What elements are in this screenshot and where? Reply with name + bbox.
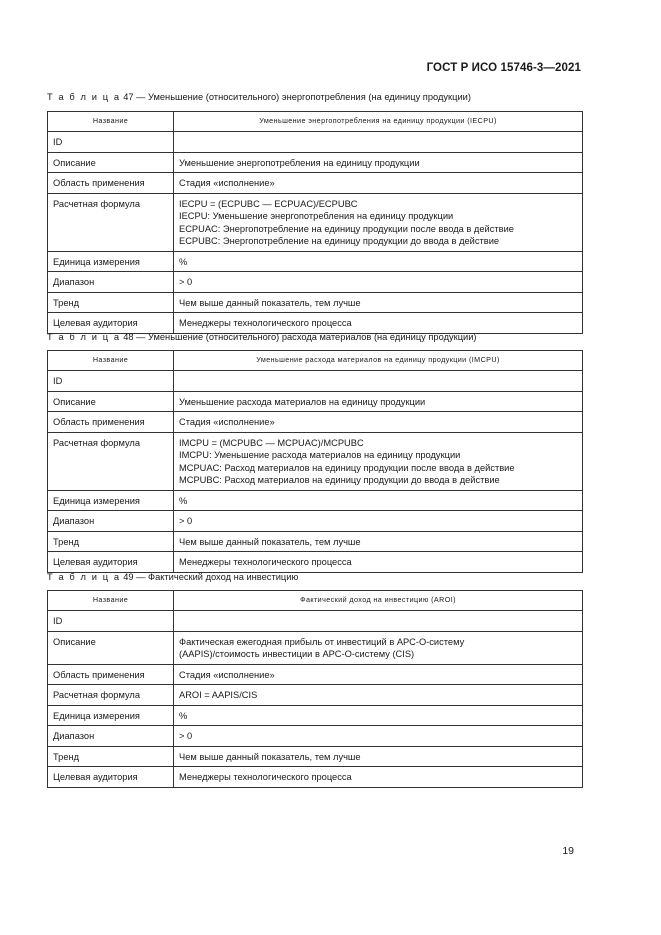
column-header-metric: Фактический доход на инвестицию (AROI) [174,591,583,611]
table-row [48,552,583,573]
table-48-block [47,331,583,573]
row-value [174,611,583,632]
row-label: Область применения [48,173,174,194]
row-label: ID [48,371,174,392]
row-label: Тренд [48,292,174,313]
row-label: Единица измерения [48,490,174,511]
row-label: Тренд [48,531,174,552]
formula-line: IECPU = (ECPUBC — ECPUAC)/ECPUBC [179,198,358,209]
row-label: ID [48,132,174,153]
table-label: Т а б л и ц а [47,92,121,102]
column-header-name: Название [48,112,174,132]
document-standard-header: ГОСТ Р ИСО 15746-3—2021 [426,62,581,74]
row-label: Расчетная формула [48,193,174,251]
formula-line: ECPUBC: Энергопотребление на единицу продукции до ввода в действие [179,236,500,246]
metric-table [47,350,583,573]
row-label: Целевая аудитория [48,313,174,334]
row-label: Целевая аудитория [48,767,174,788]
table-49-block [47,571,583,788]
table-caption [47,91,583,104]
row-label: Единица измерения [48,705,174,726]
table-number: 49 [123,572,134,582]
table-row [48,531,583,552]
table-title: — Фактический доход на инвестицию [136,572,299,582]
row-label: Единица измерения [48,251,174,272]
table-row [48,152,583,173]
table-title: — Уменьшение (относительного) энергопотребления (на единицу продукции) [136,92,471,102]
row-label: Область применения [48,664,174,685]
row-value: % [174,490,583,511]
table-header-row [48,351,583,371]
table-caption [47,571,583,584]
column-header-name: Название [48,351,174,371]
table-row [48,193,583,251]
row-value [174,371,583,392]
row-label: Область применения [48,412,174,433]
row-label: Расчетная формула [48,685,174,706]
column-header-name: Название [48,591,174,611]
row-label: Описание [48,152,174,173]
table-row [48,371,583,392]
table-row [48,490,583,511]
row-value [174,132,583,153]
row-value: % [174,705,583,726]
row-value: Менеджеры технологического процесса [174,767,583,788]
table-row [48,746,583,767]
table-row [48,272,583,293]
row-label: Диапазон [48,511,174,532]
table-row [48,391,583,412]
table-row [48,412,583,433]
row-value: Стадия «исполнение» [174,412,583,433]
row-value: Чем выше данный показатель, тем лучше [174,292,583,313]
row-value: Чем выше данный показатель, тем лучше [174,531,583,552]
table-row [48,432,583,490]
row-label: Целевая аудитория [48,552,174,573]
row-value: > 0 [174,726,583,747]
table-row [48,705,583,726]
table-row [48,767,583,788]
row-value [174,631,583,664]
table-title: — Уменьшение (относительного) расхода материалов (на единицу продукции) [136,332,477,342]
formula-line: IMCPU: Уменьшение расхода материалов на единицу продукции [179,450,461,460]
metric-table [47,590,583,788]
row-value: > 0 [174,511,583,532]
table-row [48,173,583,194]
table-caption [47,331,583,344]
row-value-formula: AROI = AAPIS/CIS [174,685,583,706]
table-row [48,664,583,685]
table-row [48,313,583,334]
table-row [48,685,583,706]
table-row [48,611,583,632]
formula-line: ECPUAC: Энергопотребление на единицу продукции после ввода в действие [179,223,514,234]
table-label: Т а б л и ц а [47,332,121,342]
row-value: % [174,251,583,272]
row-label: Описание [48,631,174,664]
page-number: 19 [562,845,574,857]
table-row [48,631,583,664]
row-value: Стадия «исполнение» [174,173,583,194]
description-line: (AAPIS)/стоимость инвестиции в АРС-О-систему (CIS) [179,649,415,659]
table-row [48,132,583,153]
row-value: Уменьшение энергопотребления на единицу продукции [174,152,583,173]
table-row [48,511,583,532]
table-47-block [47,91,583,334]
table-row [48,726,583,747]
row-value: Стадия «исполнение» [174,664,583,685]
row-value: Менеджеры технологического процесса [174,552,583,573]
column-header-metric: Уменьшение энергопотребления на единицу продукции (IECPU) [174,112,583,132]
row-label: Диапазон [48,272,174,293]
row-label: Диапазон [48,726,174,747]
table-header-row [48,112,583,132]
row-label: Расчетная формула [48,432,174,490]
table-number: 48 [123,332,134,342]
table-number: 47 [123,92,134,102]
column-header-metric: Уменьшение расхода материалов на единицу продукции (IMCPU) [174,351,583,371]
formula-line: IMCPU = (MCPUBC — MCPUAC)/MCPUBC [179,437,364,448]
row-label: Описание [48,391,174,412]
table-row [48,292,583,313]
table-label: Т а б л и ц а [47,572,121,582]
table-header-row [48,591,583,611]
row-label: ID [48,611,174,632]
row-value: Менеджеры технологического процесса [174,313,583,334]
row-value-formula [174,432,583,490]
row-label: Тренд [48,746,174,767]
row-value-formula [174,193,583,251]
formula-line: IECPU: Уменьшение энергопотребления на единицу продукции [179,211,454,221]
metric-table [47,111,583,334]
description-line: Фактическая ежегодная прибыль от инвестиций в АРС-О-систему [179,636,465,647]
formula-line: MCPUBC: Расход материалов на единицу продукции до ввода в действие [179,475,500,485]
row-value: Чем выше данный показатель, тем лучше [174,746,583,767]
row-value: Уменьшение расхода материалов на единицу продукции [174,391,583,412]
table-row [48,251,583,272]
row-value: > 0 [174,272,583,293]
formula-line: MCPUAC: Расход материалов на единицу продукции после ввода в действие [179,462,515,473]
